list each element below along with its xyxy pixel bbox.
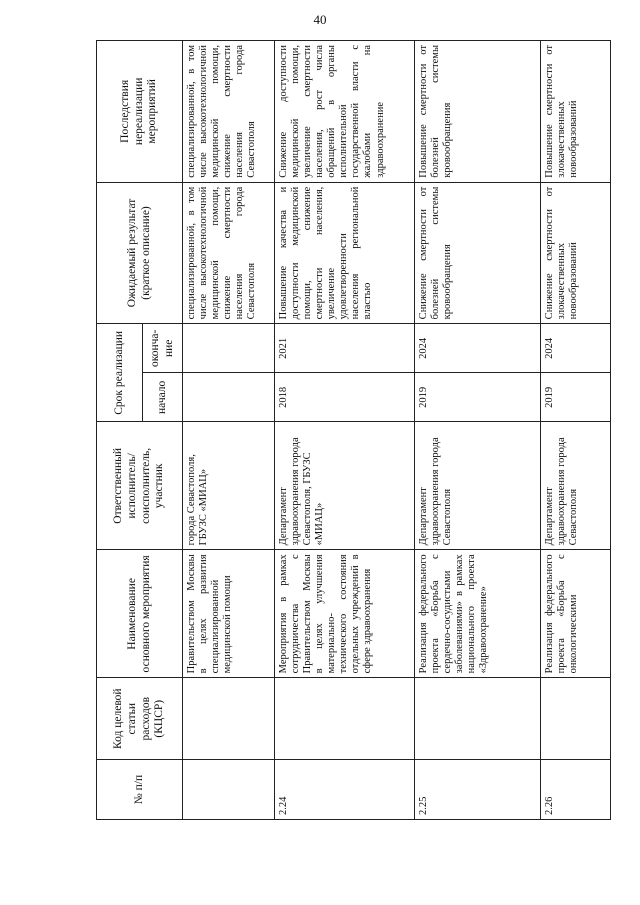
header-result: Ожидаемый результат (краткое описание) [97, 182, 183, 324]
row-start: 2019 [541, 373, 611, 422]
header-period-end: оконча-ние [143, 324, 183, 373]
row-result: Снижение смертности от злокачественных новообразований [541, 182, 611, 324]
table-row [183, 41, 275, 820]
row-end [183, 324, 275, 373]
row-result: специализированной, в том числе высокотехнологичной медицинской помощи, снижение смертности населения города Севастополя [183, 182, 275, 324]
header-name: Наименование основного мероприятия [97, 550, 183, 678]
row-name: Мероприятия в рамках сотрудничества с Правительством Москвы в целях улучшения материально-технического состояния отдельных учреждений в сфере здравоохранения [275, 550, 415, 678]
table-row [541, 41, 611, 820]
row-result: Повышение качества и доступности медицинской помощи, снижение смертности населения, увеличение удовлетворенности населения региональной властью [275, 182, 415, 324]
row-result: Снижение смертности от болезней системы кровообращения [415, 182, 541, 324]
row-name: Правительством Москвы в целях развития специализированной медицинской помощи [183, 550, 275, 678]
row-code [541, 678, 611, 760]
header-consequences: Последствия нереализации мероприятий [97, 41, 183, 183]
row-end: 2024 [415, 324, 541, 373]
row-responsible: Департамент здравоохранения города Севастополя [541, 422, 611, 550]
header-code: Код целевой статьи расходов (КЦСР) [97, 678, 183, 760]
header-responsible: Ответственный исполнитель/ соисполнитель, участник [97, 422, 183, 550]
row-num: 2.26 [541, 760, 611, 820]
row-num: 2.25 [415, 760, 541, 820]
row-responsible: Департамент здравоохранения города Севастополя [415, 422, 541, 550]
header-period-start: начало [143, 373, 183, 422]
row-num: 2.24 [275, 760, 415, 820]
row-consequences: Повышение смертности от болезней системы кровообращения [415, 41, 541, 183]
row-code [183, 678, 275, 760]
table-row [275, 41, 415, 820]
table-row [415, 41, 541, 820]
rotated-table-container [96, 40, 610, 820]
row-code [275, 678, 415, 760]
row-name: Реализация федерального проекта «Борьба с сердечно-сосудистыми заболеваниями» в рамках национального проекта «Здравоохранение» [415, 550, 541, 678]
row-start: 2018 [275, 373, 415, 422]
row-consequences: Повышение смертности от злокачественных новообразований [541, 41, 611, 183]
row-end: 2024 [541, 324, 611, 373]
measures-table [96, 40, 611, 820]
page-number: 40 [313, 12, 327, 27]
header-period: Срок реализации [97, 324, 143, 422]
row-responsible: Департамент здравоохранения города Севастополя, ГБУЗС «МИАЦ» [275, 422, 415, 550]
row-code [415, 678, 541, 760]
row-num [183, 760, 275, 820]
row-consequences: специализированной, в том числе высокотехнологичной медицинской помощи, снижение смертности населения города Севастополя [183, 41, 275, 183]
row-start: 2019 [415, 373, 541, 422]
header-num: № п/п [97, 760, 183, 820]
row-name: Реализация федерального проекта «Борьба с онкологическими [541, 550, 611, 678]
row-end: 2021 [275, 324, 415, 373]
row-consequences: Снижение доступности медицинской помощи, увеличение смертности населения, рост числа обращений в органы исполнительной государственной власти с жалобами на здравоохранение [275, 41, 415, 183]
row-responsible: города Севастополя, ГБУЗС «МИАЦ» [183, 422, 275, 550]
row-start [183, 373, 275, 422]
